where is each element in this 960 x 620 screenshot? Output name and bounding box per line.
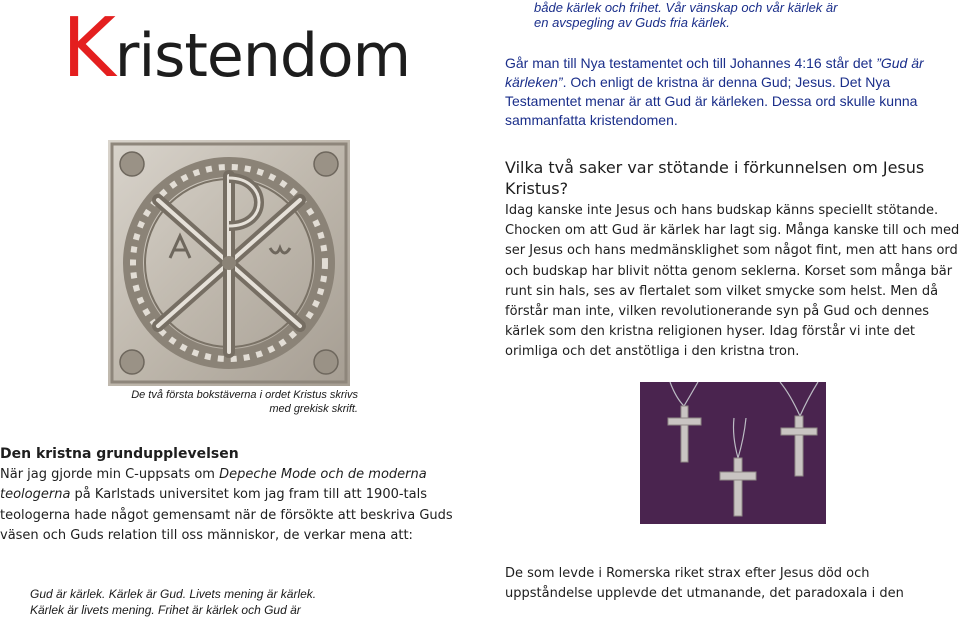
rome-paragraph: De som levde i Romerska riket strax efter Jesus död och uppståndelse upplevde det utmanande, det paradoxala i den bbox=[505, 566, 904, 601]
core-text-1: När jag gjorde min C-uppsats om bbox=[0, 467, 220, 482]
bible-text-2: . Och enligt de kristna är denna Gud; Jesus. Det Nya Testamentet menar är att Gud är kärleken. Dessa ord skulle kunna sammanfatta kristendomen. bbox=[505, 74, 918, 128]
top-quote-line-2: en avspegling av Guds fria kärlek. bbox=[534, 15, 730, 30]
offense-paragraph: Idag kanske inte Jesus och hans budskap känns speciellt stötande. Chocken om att Gud är kärlek har lagt sig. Många kanske till och med ser Jesus och hans medmänsklighet som något fint, men att hans ord och budskap har blivit nötta genom seklerna. Korset som många bär runt sin hals, ses av flertalet som vilket smycke som helst. Men då förstår man inte, vilken revolutionerande syn på Gud och dennes kärlek som den kristna religionen hyser. Idag förstår vi inte det orimliga och det anstötliga i den kristna tron. bbox=[505, 203, 960, 360]
chi-rho-relief-image bbox=[108, 140, 350, 386]
title-initial: K bbox=[62, 1, 115, 96]
thesis-title: Depeche Mode och de moderna teologerna bbox=[0, 467, 427, 503]
bible-quote: ”Gud är kärleken” bbox=[505, 55, 924, 90]
title-rest: ristendom bbox=[114, 21, 411, 91]
top-quote bbox=[534, 0, 844, 30]
bible-text-1: Går man till Nya testamentet och till Johannes 4:16 står det bbox=[505, 55, 877, 71]
crosses-photo-image bbox=[640, 382, 826, 524]
core-heading: Den kristna grundupplevelsen bbox=[0, 446, 239, 462]
page-title bbox=[62, 1, 411, 96]
top-quote-line-1: både kärlek och frihet. Vår vänskap och vår kärlek är bbox=[534, 0, 838, 15]
bible-paragraph bbox=[505, 54, 950, 130]
core-paragraph bbox=[0, 465, 465, 546]
core-quote-line-1: Gud är kärlek. Kärlek är Gud. Livets mening är kärlek. bbox=[30, 587, 317, 601]
image-caption: De två första bokstäverna i ordet Kristus skrivs med grekisk skrift. bbox=[131, 389, 358, 415]
core-text-2: på Karlstads universitet kom jag fram till att 1900-tals teologerna hade något gemensamt när de försökte att beskriva Guds väsen och Guds relation till oss människor, de verkar mena att: bbox=[0, 487, 453, 543]
core-quote-line-2: Kärlek är livets mening. Frihet är kärlek och Gud är bbox=[30, 603, 301, 617]
core-quote bbox=[30, 586, 470, 618]
offense-heading: Vilka två saker var stötande i förkunnelsen om Jesus Kristus? bbox=[505, 158, 925, 198]
